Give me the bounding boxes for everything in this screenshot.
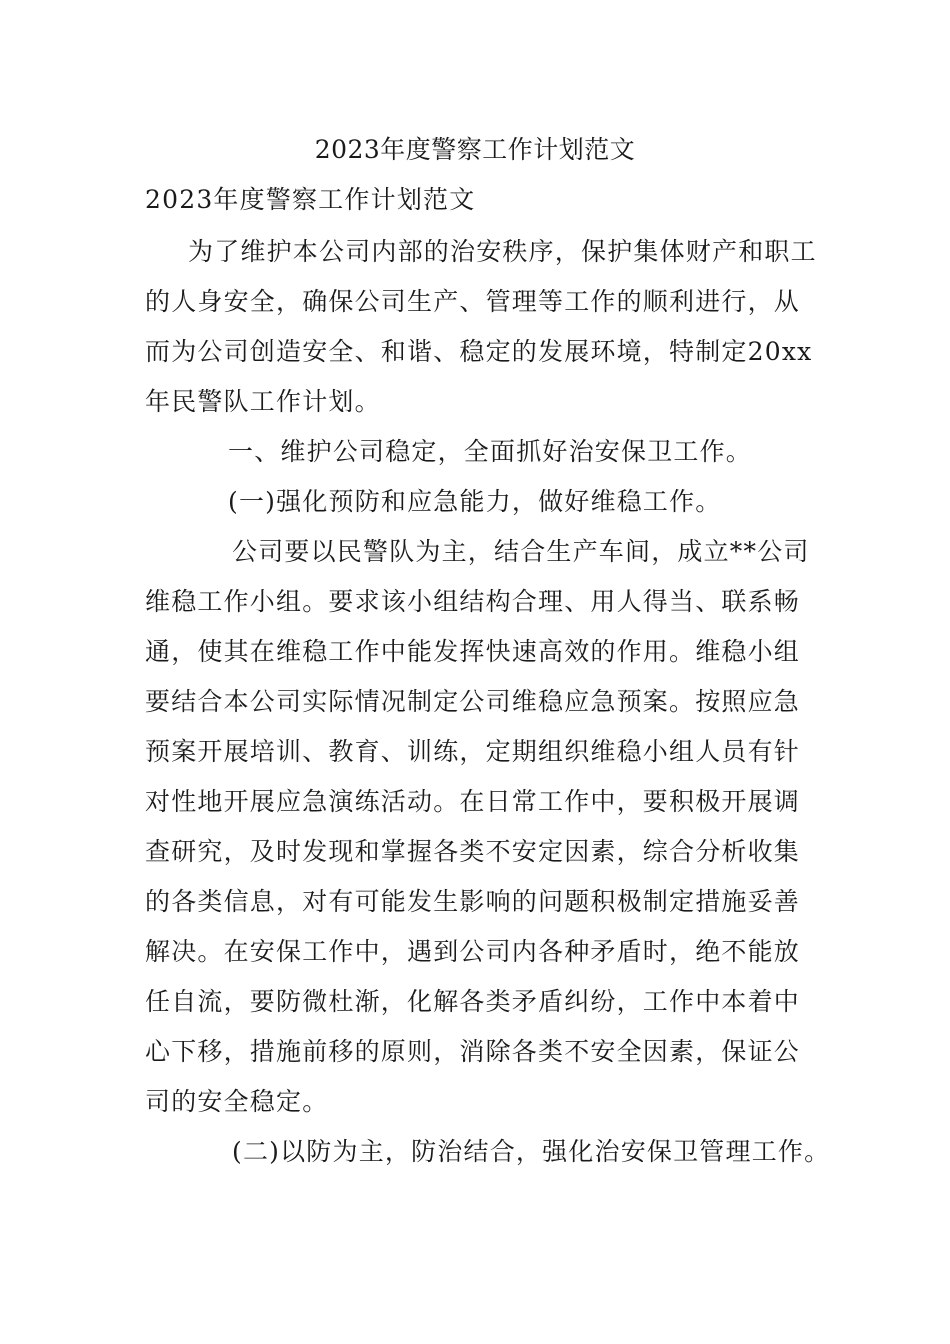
document-subtitle: 2023年度警察工作计划范文 <box>145 185 476 214</box>
subsection-1-line-4: 要结合本公司实际情况制定公司维稳应急预案。按照应急 <box>145 687 801 716</box>
section-1-heading: 一、维护公司稳定，全面抓好治安保卫工作。 <box>228 437 753 466</box>
subsection-1-line-2: 维稳工作小组。要求该小组结构合理、用人得当、联系畅 <box>145 587 801 616</box>
intro-line-3: 而为公司创造安全、和谐、稳定的发展环境，特制定20xx <box>145 337 813 366</box>
intro-line-1: 为了维护本公司内部的治安秩序，保护集体财产和职工 <box>188 237 817 266</box>
subsection-1-line-5: 预案开展培训、教育、训练，定期组织维稳小组人员有针 <box>145 737 801 766</box>
subsection-1-line-6: 对性地开展应急演练活动。在日常工作中，要积极开展调 <box>145 787 801 816</box>
subsection-1-line-1: 公司要以民警队为主，结合生产车间，成立**公司 <box>232 537 810 566</box>
subsection-1-line-3: 通，使其在维稳工作中能发挥快速高效的作用。维稳小组 <box>145 637 801 666</box>
subsection-1-line-8: 的各类信息，对有可能发生影响的问题积极制定措施妥善 <box>145 887 801 916</box>
intro-line-2: 的人身安全，确保公司生产、管理等工作的顺利进行，从 <box>145 287 801 316</box>
subsection-1-line-7: 查研究，及时发现和掌握各类不安定因素，综合分析收集 <box>145 837 801 866</box>
intro-line-4: 年民警队工作计划。 <box>145 387 381 416</box>
subsection-1-line-10: 任自流，要防微杜渐，化解各类矛盾纠纷，工作中本着中 <box>145 987 801 1016</box>
subsection-1-line-9: 解决。在安保工作中，遇到公司内各种矛盾时，绝不能放 <box>145 937 801 966</box>
subsection-1-line-11: 心下移，措施前移的原则，消除各类不安全因素，保证公 <box>145 1037 801 1066</box>
subsection-1-heading: (一)强化预防和应急能力，做好维稳工作。 <box>228 487 722 516</box>
document-title: 2023年度警察工作计划范文 <box>314 135 636 164</box>
subsection-1-line-12: 司的安全稳定。 <box>145 1087 329 1116</box>
subsection-2-heading: (二)以防为主，防治结合，强化治安保卫管理工作。 <box>232 1137 831 1166</box>
